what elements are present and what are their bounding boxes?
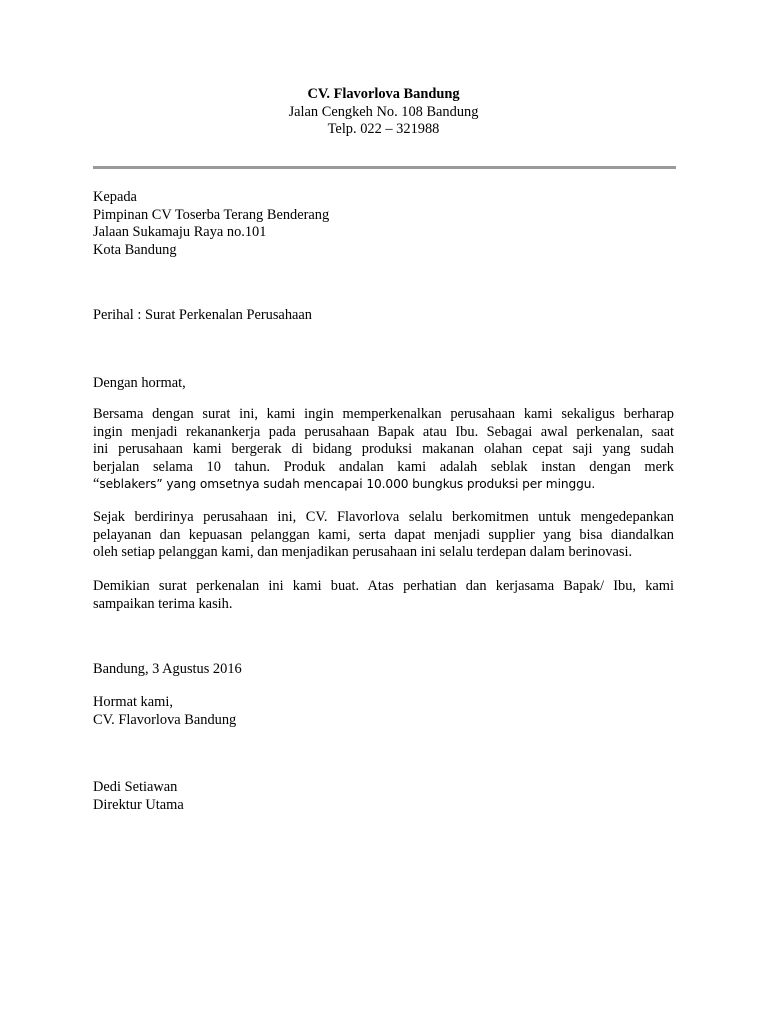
- paragraph-line: ini perusahaan kami bergerak di bidang produksi makanan olahan cepat saji yang sudah: [93, 441, 674, 458]
- subject-text: Perihal : Surat Perkenalan Perusahaan: [93, 307, 312, 323]
- paragraph-line: oleh setiap pelanggan kami, dan menjadikan perusahaan ini selalu terdepan dalam berinovasi.: [93, 544, 633, 561]
- recipient-street: Jalaan Sukamaju Raya no.101: [93, 224, 267, 241]
- product-sentence: seblakers” yang omsetnya sudah mencapai 10.000 bungkus produksi per minggu.: [99, 477, 596, 492]
- recipient-to: Kepada: [93, 189, 137, 205]
- signatory-name: Dedi Setiawan: [93, 779, 178, 795]
- company-address: Jalan Cengkeh No. 108 Bandung: [288, 103, 479, 120]
- closing-company: CV. Flavorlova Bandung: [93, 711, 237, 728]
- salutation-text: Dengan hormat,: [93, 375, 186, 391]
- paragraph-line: Bersama dengan surat ini, kami ingin memperkenalkan perusahaan kami sekaligus berharap: [93, 406, 674, 422]
- subject-line: [93, 307, 674, 325]
- paragraph-line: berjalan selama 10 tahun. Produk andalan kami adalah seblak instan dengan merk: [93, 458, 674, 475]
- recipient-block: [93, 189, 674, 259]
- letterhead-divider: [93, 166, 676, 169]
- paragraph-line: ingin menjadi rekanankerja pada perusahaan Bapak atau Ibu. Sebagai awal perkenalan, saat: [93, 423, 674, 440]
- quote-mark: “: [93, 476, 100, 493]
- recipient-city: Kota Bandung: [93, 241, 177, 258]
- letterhead: [93, 86, 674, 139]
- paragraph-line: [93, 476, 674, 494]
- paragraph-line: Demikian surat perkenalan ini kami buat. Atas perhatian dan kerjasama Bapak/ Ibu, kami: [93, 578, 674, 594]
- paragraph-closing: [93, 578, 674, 613]
- company-name: CV. Flavorlova Bandung: [307, 86, 460, 102]
- recipient-name: Pimpinan CV Toserba Terang Benderang: [93, 206, 330, 223]
- salutation: [93, 375, 674, 393]
- company-phone: Telp. 022 – 321988: [327, 121, 440, 138]
- paragraph-introduction: [93, 406, 674, 494]
- paragraph-commitment: [93, 509, 674, 562]
- signatory-block: [93, 779, 674, 814]
- closing-block: [93, 694, 674, 729]
- place-date-text: Bandung, 3 Agustus 2016: [93, 661, 242, 677]
- place-date: [93, 661, 674, 679]
- paragraph-line: pelayanan dan kepuasan pelanggan kami, serta dapat menjadi supplier yang bisa diandalkan: [93, 526, 674, 543]
- paragraph-line: sampaikan terima kasih.: [93, 595, 233, 612]
- paragraph-line: Sejak berdirinya perusahaan ini, CV. Flavorlova selalu berkomitmen untuk mengedepankan: [93, 509, 674, 525]
- signatory-title: Direktur Utama: [93, 796, 184, 813]
- closing-regards: Hormat kami,: [93, 694, 173, 710]
